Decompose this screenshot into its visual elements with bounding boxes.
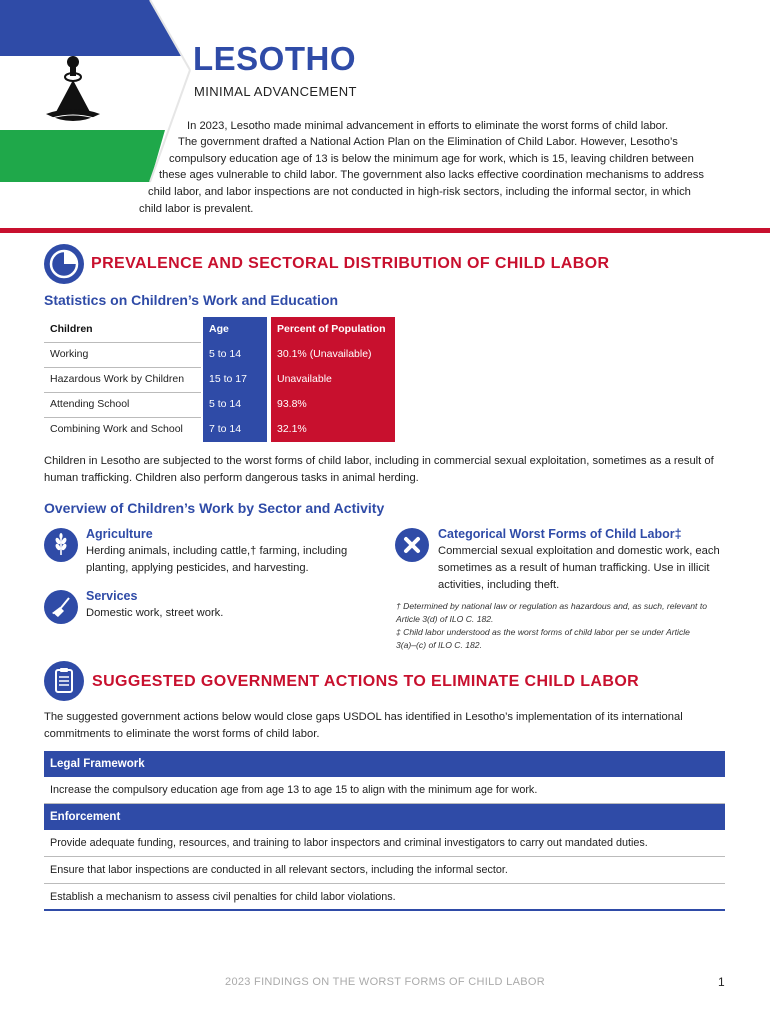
action-item: Establish a mechanism to assess civil penalties for child labor violations.	[44, 884, 725, 911]
action-item: Increase the compulsory education age from age 13 to age 15 to align with the minimum age for work.	[44, 777, 725, 804]
legal-framework-heading: Legal Framework	[44, 751, 725, 777]
worst-forms-text: activities, including theft.	[438, 579, 560, 591]
table-header-row	[44, 317, 724, 342]
services-title: Services	[86, 589, 138, 603]
column-header-age: Age	[203, 317, 267, 342]
intro-line: child labor is prevalent.	[139, 203, 254, 215]
worst-forms-text: sometimes as a result of human trafficking. Use in illicit	[438, 562, 710, 574]
clipboard-icon	[44, 661, 84, 701]
intro-line: compulsory education age of 13 is below the minimum age for work, which is 15, leaving children between	[169, 153, 694, 165]
footnote: † Determined by national law or regulation as hazardous and, as such, relevant to	[396, 601, 707, 611]
pie-chart-icon	[44, 244, 84, 284]
table-row	[44, 342, 724, 367]
prevalence-summary-line: human trafficking. Children also perform dangerous tasks in animal herding.	[44, 472, 419, 484]
row-percent: 30.1% (Unavailable)	[271, 342, 395, 367]
prevalence-summary-line: Children in Lesotho are subjected to the worst forms of child labor, including in commercial sexual exploitation, sometimes as a result of	[44, 455, 714, 467]
actions-intro-line: commitments to eliminate the worst forms of child labor.	[44, 728, 320, 740]
table-row	[44, 367, 724, 392]
x-mark-icon	[395, 528, 429, 562]
enforcement-heading: Enforcement	[44, 804, 725, 830]
table-row	[44, 392, 724, 417]
row-age: 5 to 14	[203, 392, 267, 417]
row-percent: 93.8%	[271, 392, 395, 417]
status-label: MINIMAL ADVANCEMENT	[194, 84, 357, 99]
overview-title: Overview of Children’s Work by Sector and Activity	[44, 500, 385, 516]
services-text: Domestic work, street work.	[86, 607, 224, 619]
row-age: 15 to 17	[203, 367, 267, 392]
footnote: 3(a)–(c) of ILO C. 182.	[396, 640, 482, 650]
column-header-percent: Percent of Population	[271, 317, 395, 342]
country-name: LESOTHO	[193, 40, 357, 77]
agriculture-text: Herding animals, including cattle,† farming, including	[86, 545, 348, 557]
action-item: Ensure that labor inspections are conducted in all relevant sectors, including the informal sector.	[44, 857, 725, 884]
row-label: Hazardous Work by Children	[50, 373, 185, 385]
table-row	[44, 417, 724, 442]
row-age: 7 to 14	[203, 417, 267, 442]
wheat-icon	[44, 528, 78, 562]
actions-intro-line: The suggested government actions below would close gaps USDOL has identified in Lesotho’s implementation of its international	[44, 711, 683, 723]
intro-line: child labor, and labor inspections are not conducted in high-risk sectors, including the informal sector, in which	[148, 186, 691, 198]
agriculture-text: planting, applying pesticides, and harvesting.	[86, 562, 309, 574]
actions-title: SUGGESTED GOVERNMENT ACTIONS TO ELIMINATE CHILD LABOR	[92, 673, 640, 690]
footnote: ‡ Child labor understood as the worst forms of child labor per se under Article	[396, 627, 690, 637]
intro-line: these ages vulnerable to child labor. The government also lacks effective coordination mechanisms to address	[159, 169, 704, 181]
header-divider	[0, 228, 770, 233]
footnote: Article 3(d) of ILO C. 182.	[396, 614, 494, 624]
action-item: Provide adequate funding, resources, and training to labor inspectors and criminal investigators to carry out mandated duties.	[44, 830, 725, 857]
broom-icon	[44, 590, 78, 624]
row-percent: 32.1%	[271, 417, 395, 442]
row-label: Attending School	[50, 398, 130, 410]
row-label: Combining Work and School	[50, 423, 183, 435]
worst-forms-text: Commercial sexual exploitation and domestic work, each	[438, 545, 720, 557]
footer-text: 2023 FINDINGS ON THE WORST FORMS OF CHILD LABOR	[225, 976, 545, 988]
row-percent: Unavailable	[271, 367, 395, 392]
intro-line: The government drafted a National Action Plan on the Elimination of Child Labor. However, Lesotho’s	[178, 136, 678, 148]
row-age: 5 to 14	[203, 342, 267, 367]
worst-forms-title: Categorical Worst Forms of Child Labor‡	[438, 527, 682, 541]
prevalence-title: PREVALENCE AND SECTORAL DISTRIBUTION OF CHILD LABOR	[91, 255, 610, 272]
page-number: 1	[718, 975, 725, 989]
agriculture-title: Agriculture	[86, 527, 153, 541]
stats-title: Statistics on Children’s Work and Education	[44, 292, 339, 308]
column-header-children: Children	[50, 323, 93, 335]
row-label: Working	[50, 348, 89, 360]
intro-line: In 2023, Lesotho made minimal advancement in efforts to eliminate the worst forms of child labor.	[187, 120, 669, 132]
